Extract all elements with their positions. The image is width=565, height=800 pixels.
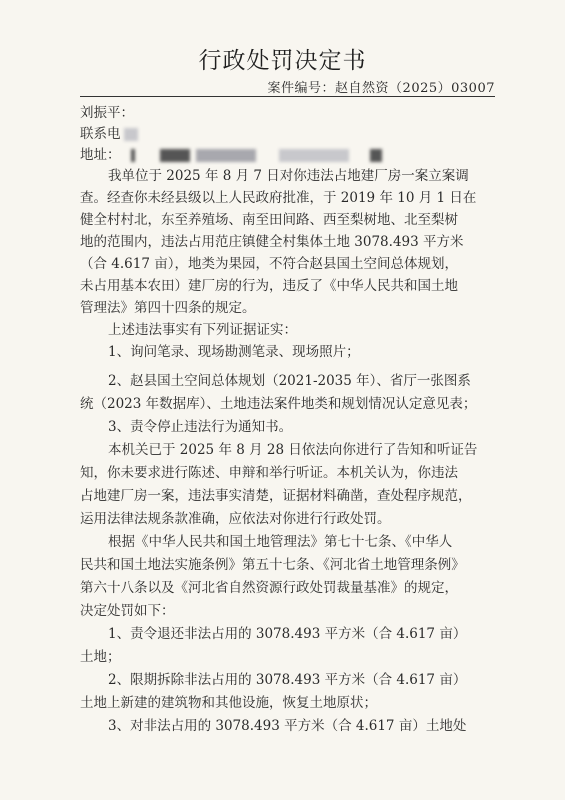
body-line: 未占用基本农田）建厂房的行为，违反了《中华人民共和国土地 [80, 278, 458, 294]
body-line: 知，你未要求进行陈述、申辩和举行听证。本机关认为，你违法 [80, 465, 458, 481]
recipient-name: 刘振平： [80, 105, 134, 121]
header-rule [80, 96, 495, 97]
body-line: 地的范围内，违法占用范庄镇健全村集体土地 3078.493 平方米 [80, 234, 464, 250]
body-line: 我单位于 2025 年 8 月 7 日对你违法占地建厂房一案立案调 [108, 168, 469, 184]
body-line: 3、对非法占用的 3078.493 平方米（合 4.617 亩）土地处 [108, 718, 467, 734]
body-line: 上述违法事实有下列证据证实： [108, 322, 297, 338]
case-number: 案件编号：赵自然资（2025）03007 [267, 81, 495, 96]
body-line: 运用法律法规条款准确，应依法对你进行行政处罚。 [80, 511, 391, 527]
body-line: 第六十八条以及《河北省自然资源行政处罚裁量基准》的规定， [80, 580, 458, 596]
recipient-address-line [80, 146, 385, 164]
document-title: 行政处罚决定书 [198, 48, 367, 74]
body-line: 查。经查你未经县级以上人民政府批准，于 2019 年 10 月 1 日在 [80, 190, 477, 206]
body-line: 健全村村北，东至养殖场、南至田间路、西至梨树地、北至梨树 [80, 212, 458, 228]
body-line: 本机关已于 2025 年 8 月 28 日依法向你进行了告知和听证告 [108, 442, 478, 458]
recipient-phone-line [80, 125, 141, 143]
redaction-mark [131, 149, 135, 162]
body-line: （合 4.617 亩），地类为果园，不符合赵县国土空间总体规划， [80, 256, 458, 272]
address-label: 地址： [80, 147, 121, 163]
body-line: 土地； [80, 649, 121, 665]
body-line: 2、赵县国土空间总体规划（2021-2035 年）、省厅一张图系 [108, 373, 471, 389]
body-line: 占地建厂房一案，违法事实清楚，证据材料确凿，查处程序规范， [80, 488, 472, 504]
body-line: 1、询问笔录、现场勘测笔录、现场照片； [108, 344, 360, 360]
body-line: 土地上新建的建筑物和其他设施，恢复土地原状； [80, 695, 377, 711]
redaction-mark [279, 149, 349, 162]
body-line: 管理法》第四十四条的规定。 [80, 300, 256, 316]
phone-label: 联系电 [80, 126, 121, 142]
body-line: 民共和国土地法实施条例》第五十七条、《河北省土地管理条例》 [80, 557, 465, 573]
redaction-mark [124, 128, 138, 141]
body-line: 统（2023 年数据库）、土地违法案件地类和规划情况认定意见表； [80, 396, 477, 412]
body-line: 1、责令退还非法占用的 3078.493 平方米（合 4.617 亩） [108, 626, 467, 642]
body-line: 2、限期拆除非法占用的 3078.493 平方米（合 4.617 亩） [108, 672, 467, 688]
redaction-mark [160, 149, 190, 162]
redaction-mark [370, 149, 382, 162]
body-line: 决定处罚如下： [80, 603, 175, 619]
body-line: 根据《中华人民共和国土地管理法》第七十七条、《中华人 [108, 534, 453, 550]
body-line: 3、责令停止违法行为通知书。 [108, 419, 293, 435]
redaction-mark [196, 149, 256, 162]
